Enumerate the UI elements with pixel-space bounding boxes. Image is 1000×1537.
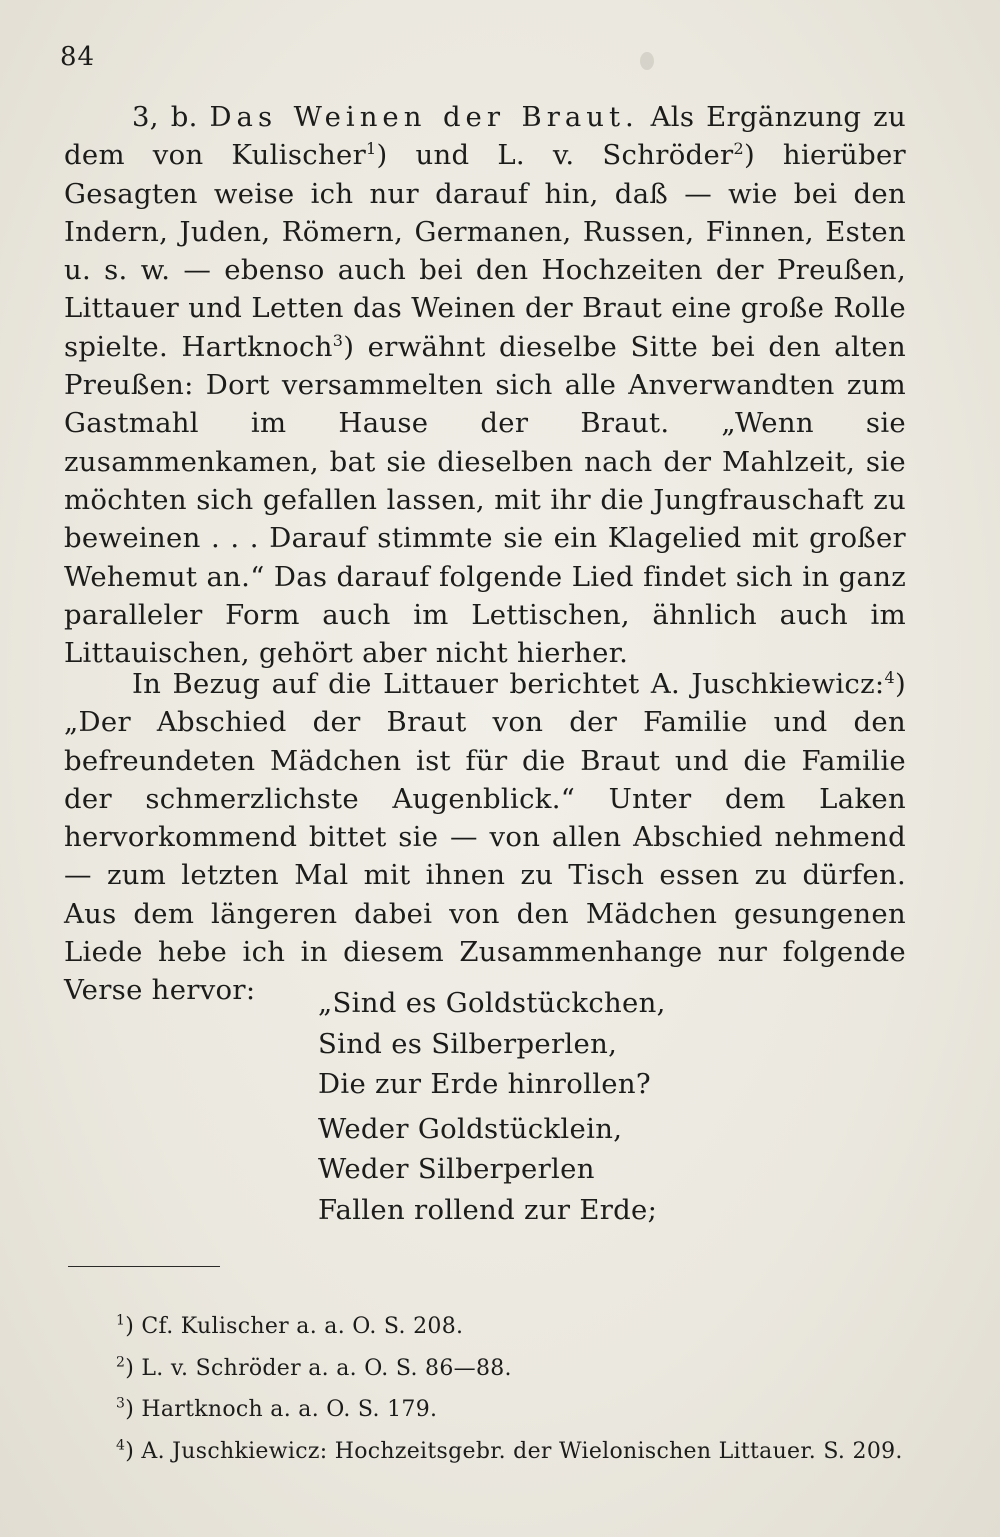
verse-line: Die zur Erde hinrollen?	[318, 1068, 651, 1100]
footnote-marker: $^3$)	[116, 1395, 135, 1422]
footnote-ref: 4	[884, 667, 895, 687]
paragraph-littauer	[64, 665, 906, 1010]
footnote-text: Hartknoch a. a. O. S. 179.	[134, 1397, 438, 1422]
verse-line: Sind es Silberperlen,	[318, 1027, 618, 1060]
page-number: 84	[60, 42, 96, 72]
footnote-number: 1	[116, 1312, 126, 1329]
paragraph-text: Als Ergänzung zu dem von Kulischer	[64, 101, 906, 172]
footnotes	[116, 1306, 903, 1472]
section-heading: Das Weinen der Braut.	[209, 101, 639, 133]
footnote-marker: $^4$)	[116, 1437, 135, 1464]
footnote-ref: 2	[733, 139, 744, 159]
footnote-2	[116, 1348, 903, 1390]
footnote-marker: $^1$)	[116, 1312, 135, 1339]
footnote-ref: 1	[366, 139, 377, 159]
verse-line: Fallen rollend zur Erde;	[318, 1193, 658, 1226]
section-label: 3, b.	[132, 101, 198, 133]
footnote-text: L. v. Schröder a. a. O. S. 86—88.	[134, 1355, 512, 1381]
footnote-number: 3	[116, 1395, 126, 1412]
ink-smudge	[640, 52, 654, 70]
footnote-text: A. Juschkiewicz: Hochzeitsgebr. der Wielonischen Littauer. S. 209.	[134, 1438, 903, 1464]
footnote-text: Cf. Kulischer a. a. O. S. 208.	[134, 1314, 464, 1339]
paragraph-text: ) hierüber Gesagten weise ich nur darauf hin, daß — wie bei den Indern, Juden, Römern, Germanen, Russen, Finnen, Esten u. s. w. — ebenso auch bei den Hochzeiten der Preußen, Littauer und Letten das Weinen der Braut eine große Rolle spielte. Hartknoch	[64, 139, 906, 363]
footnote-4	[116, 1431, 903, 1473]
paragraph-text: ) erwähnt dieselbe Sitte bei den alten Preußen: Dort versammelten sich alle Anverwandten zum Gastmahl im Hause der Braut. „Wenn sie zusammenkamen, bat sie dieselben nach der Mahlzeit, sie möchten sich gefallen lassen, mit ihr die Jungfrauschaft zu beweinen . . . Darauf stimmte sie ein Klagelied mit großer Wehemut an.“ Das darauf folgende Lied findet sich in ganz paralleler Form auch im Lettischen, ähnlich auch im Littauischen, gehört aber nicht hierher.	[64, 330, 906, 670]
footnote-1	[116, 1306, 903, 1348]
footnote-ref: 3	[332, 330, 344, 350]
song-verse	[318, 983, 666, 1230]
paragraph-weinen-der-braut	[64, 98, 906, 672]
footnote-marker: $^2$)	[116, 1354, 135, 1381]
paragraph-text: In Bezug auf die Littauer berichtet A. Juschkiewicz:	[132, 668, 885, 700]
footnote-3	[116, 1389, 903, 1431]
paragraph-text: ) „Der Abschied der Braut von der Familie und den befreundeten Mädchen ist für die Braut und die Familie der schmerzlichste Augenblick.“ Unter dem Laken hervorkommend bittet sie — von allen Abschied nehmend — zum letzten Mal mit ihnen zu Tisch essen zu dürfen. Aus dem längeren dabei von den Mädchen gesungenen Liede hebe ich in diesem Zusammenhange nur folgende Verse hervor:	[64, 668, 906, 1007]
verse-line: Weder Goldstücklein,	[318, 1112, 623, 1145]
footnote-number: 2	[116, 1354, 126, 1371]
verse-line: „Sind es Goldstückchen,	[318, 987, 666, 1019]
footnote-number: 4	[116, 1437, 126, 1454]
paragraph-text: ) und L. v. Schröder	[376, 139, 734, 172]
verse-line: Weder Silberperlen	[318, 1153, 595, 1185]
footnote-divider	[68, 1266, 220, 1267]
